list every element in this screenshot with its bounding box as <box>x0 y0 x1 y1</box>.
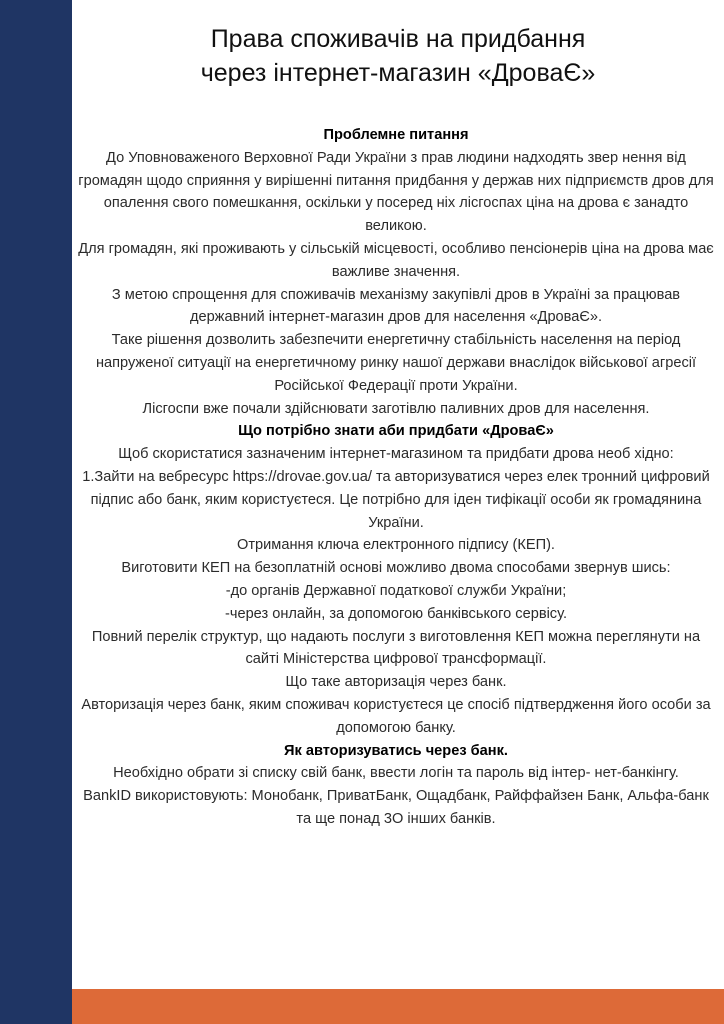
document-page <box>72 0 724 827</box>
list-item: -через онлайн, за допомогою банківського сервісу. <box>224 605 567 622</box>
paragraph: Таке рішення дозволить забезпечити енергетичну стабільність населення на період напруженої ситуації на енергетичному ринку нашої держави внаслідок військової агресії Російської Федерації проти України. <box>95 332 697 394</box>
paragraph: Для громадян, які проживають у сільській місцевості, особливо пенсіонерів ціна на дрова має важливе значення. <box>78 240 714 280</box>
paragraph: Авторизація через банк, яким споживач користуєтеся це спосіб підтвердження його особи за допомогою банку. <box>81 696 711 736</box>
paragraph: Щоб скористатися зазначеним інтернет-магазином та придбати дрова необ хідно: <box>118 446 674 463</box>
page-title-line-1: Права споживачів на придбання <box>210 25 586 53</box>
paragraph: Необхідно обрати зі списку свій банк, ввести логін та пароль від інтер- нет-банкінгу. <box>113 765 679 782</box>
section-heading-problem: Проблемне питання <box>323 127 469 143</box>
paragraph: Повний перелік структур, що надають послуги з виготовлення КЕП можна переглянути на сайті Міністерства цифрової трансформації. <box>91 628 701 668</box>
paragraph: З метою спрощення для споживачів механізму закупівлі дров в Україні за працював державний інтернет-магазин дров для населення «ДроваЄ». <box>111 286 681 326</box>
paragraph: До Уповноваженого Верховної Ради України з прав людини надходять звер нення від громадян щодо сприяння у вирішенні питання придбання у держав них підприємств дров для опалення свого помешкання, оскільки у посеред ніх лісгоспах ціна на дрова є занадто великою. <box>78 149 714 235</box>
list-item: -до органів Державної податкової служби України; <box>225 582 567 599</box>
bottom-accent-bar <box>72 989 724 1024</box>
paragraph: Лісгоспи вже почали здійснювати заготівлю паливних дров для населення. <box>142 400 650 417</box>
page-title <box>72 0 724 90</box>
document-body <box>76 124 716 831</box>
paragraph: 1.Зайти на вебресурс https://drovae.gov.ua/ та авторизуватися через елек тронний цифровий підпис або банк, яким користуєтеся. Це потрібно для іден тифікації особи як громадянина України. <box>82 468 710 531</box>
paragraph: Що таке авторизація через банк. <box>285 674 507 691</box>
page-title-line-2: через інтернет-магазин «ДроваЄ» <box>200 59 596 87</box>
paragraph: BankID використовують: Монобанк, ПриватБанк, Ощадбанк, Райффайзен Банк, Альфа-банк та ще понад 3О інших банків. <box>83 788 709 827</box>
section-heading-what-to-know: Що потрібно знати аби придбати «ДроваЄ» <box>238 423 554 440</box>
section-heading-bank-auth: Як авторизуватись через банк. <box>284 742 508 759</box>
paragraph: Виготовити КЕП на безоплатній основі можливо двома способами звернув шись: <box>121 560 671 577</box>
left-accent-bar <box>0 0 72 1024</box>
paragraph: Отримання ключа електронного підпису (КЕП). <box>237 537 555 554</box>
